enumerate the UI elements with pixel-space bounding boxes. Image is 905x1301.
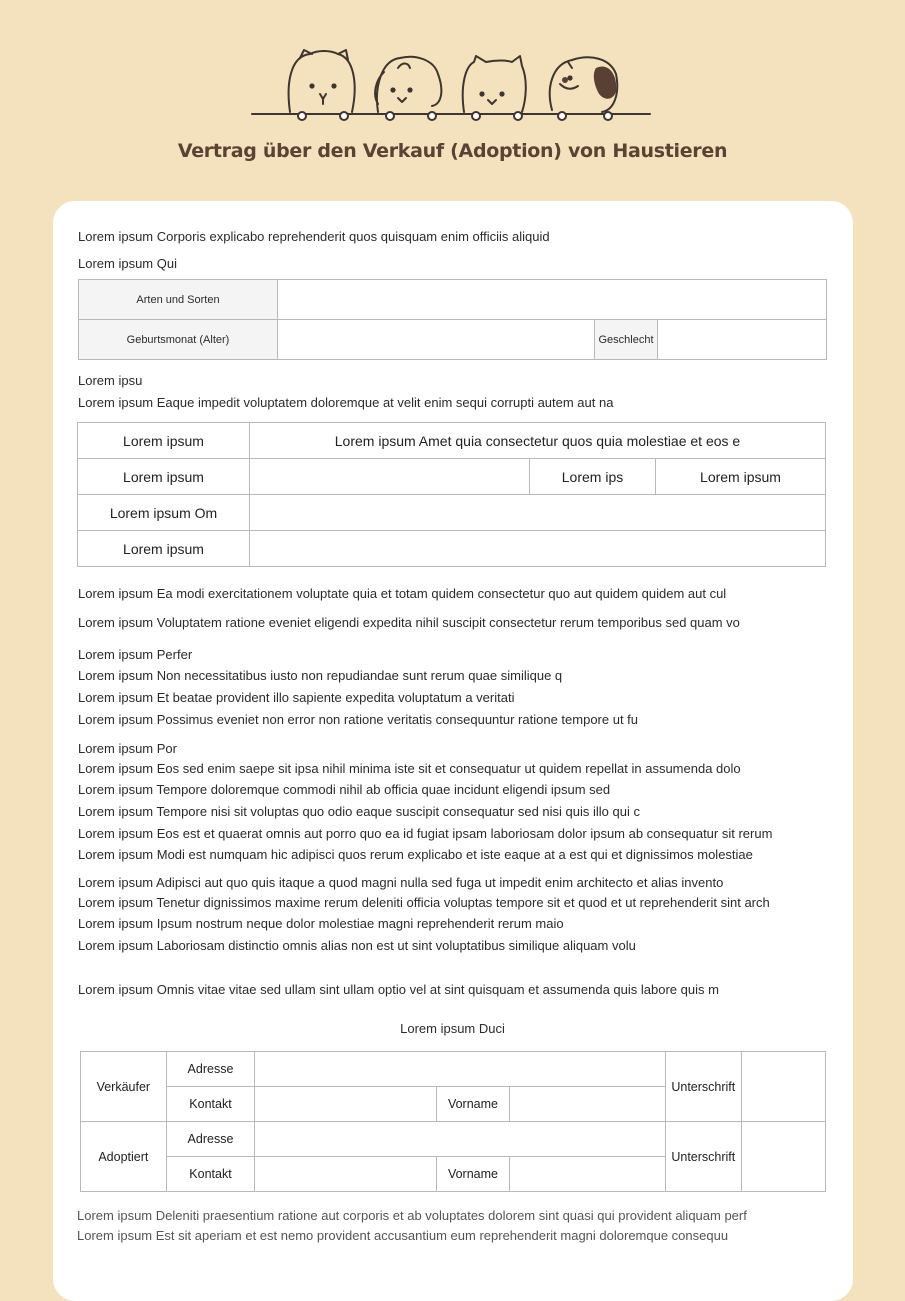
signature-label: Unterschrift (665, 1122, 741, 1192)
paragraph-line: Lorem ipsum Voluptatem ratione eveniet eligendi expedita nihil suscipit consectetur rerum temporibus sed quam vo (78, 615, 740, 630)
birth-label: Geburtsmonat (Alter) (79, 320, 278, 360)
info-field[interactable] (250, 459, 530, 495)
seller-contact-field[interactable] (255, 1087, 436, 1122)
info-table (77, 422, 826, 567)
species-field[interactable] (278, 280, 827, 320)
adopter-contact-field[interactable] (255, 1157, 436, 1192)
info-right-label: Lorem ipsum (656, 459, 826, 495)
seller-label: Verkäufer (81, 1052, 167, 1122)
species-label: Arten und Sorten (79, 280, 278, 320)
center-heading: Lorem ipsum Duci (400, 1021, 505, 1036)
seller-address-field[interactable] (255, 1052, 666, 1087)
gender-label: Geschlecht (595, 320, 658, 360)
paragraph-line: Lorem ipsum Omnis vitae vitae sed ullam sint ullam optio vel at sint quisquam et assumenda quis labore quis m (78, 982, 719, 997)
paragraph-line: Lorem ipsum Eos sed enim saepe sit ipsa nihil minima iste sit et consequatur ut quidem repellat in assumenda dolo (78, 761, 741, 776)
paragraph-line: Lorem ipsum Tenetur dignissimos maxime rerum deleniti officia voluptas tempore sit et quod et ut reprehenderit sint arch (78, 895, 770, 910)
info-label: Lorem ipsum (78, 531, 250, 567)
info-field[interactable] (250, 531, 826, 567)
paragraph-line: Lorem ipsum Tempore nisi sit voluptas quo odio eaque suscipit consequatur sed nisi quis illo qui c (78, 804, 640, 819)
adopter-firstname-field[interactable] (510, 1157, 666, 1192)
signature-table (80, 1051, 826, 1192)
info-label: Lorem ipsum (78, 423, 250, 459)
adopter-address-field[interactable] (255, 1122, 666, 1157)
seller-signature-field[interactable] (741, 1052, 825, 1122)
address-label: Adresse (166, 1122, 255, 1157)
footer-line: Lorem ipsum Est sit aperiam et est nemo provident accusantium eum reprehenderit magni doloremque consequu (77, 1228, 729, 1243)
adopter-label: Adoptiert (81, 1122, 167, 1192)
paragraph-line: Lorem ipsum Et beatae provident illo sapiente expedita voluptatum a veritati (78, 690, 515, 705)
footer-line: Lorem ipsum Deleniti praesentium ratione aut corporis et ab voluptates dolorem sint quasi qui provident aliquam perf (77, 1208, 747, 1223)
section-line: Lorem ipsu (78, 373, 143, 388)
paragraph-line: Lorem ipsum Modi est numquam hic adipisci quos rerum explicabo et iste eaque at a est qui et dignissimos molestiae (78, 847, 753, 862)
paragraph-line: Lorem ipsum Laboriosam distinctio omnis alias non est ut sint voluptatibus similique aliquam volu (78, 938, 636, 953)
info-mid-label: Lorem ips (530, 459, 656, 495)
address-label: Adresse (166, 1052, 255, 1087)
firstname-label: Vorname (436, 1087, 510, 1122)
contact-label: Kontakt (166, 1087, 255, 1122)
contact-label: Kontakt (166, 1157, 255, 1192)
pets-illustration (250, 44, 655, 124)
seller-firstname-field[interactable] (510, 1087, 666, 1122)
birth-field[interactable] (278, 320, 595, 360)
info-value: Lorem ipsum Amet quia consectetur quos quia molestiae et eos e (250, 423, 826, 459)
info-label: Lorem ipsum (78, 459, 250, 495)
document-title: Vertrag über den Verkauf (Adoption) von Haustieren (177, 140, 728, 162)
adopter-signature-field[interactable] (741, 1122, 825, 1192)
info-label: Lorem ipsum Om (78, 495, 250, 531)
paragraph-line: Lorem ipsum Possimus eveniet non error non ratione veritatis consequuntur ratione tempore ut fu (78, 712, 639, 727)
gender-field[interactable] (658, 320, 827, 360)
section-line: Lorem ipsum Eaque impedit voluptatem doloremque at velit enim sequi corrupti autem aut na (78, 395, 614, 410)
intro-line: Lorem ipsum Qui (78, 256, 177, 271)
firstname-label: Vorname (436, 1157, 510, 1192)
intro-line: Lorem ipsum Corporis explicabo reprehenderit quos quisquam enim officiis aliquid (78, 229, 550, 244)
paragraph-line: Lorem ipsum Tempore doloremque commodi nihil ab officia quae incidunt eligendi ipsum sed (78, 782, 611, 797)
paragraph-line: Lorem ipsum Ipsum nostrum neque dolor molestiae magni reprehenderit rerum maio (78, 916, 564, 931)
paragraph-line: Lorem ipsum Por (78, 741, 177, 756)
paragraph-line: Lorem ipsum Adipisci aut quo quis itaque a quod magni nulla sed fuga ut impedit enim architecto et alias invento (78, 875, 724, 890)
paragraph-line: Lorem ipsum Eos est et quaerat omnis aut porro quo ea id fugiat ipsam laboriosam dolor ipsum ab consequatur sit rerum (78, 826, 773, 841)
pet-details-table (78, 279, 827, 360)
paragraph-line: Lorem ipsum Perfer (78, 647, 193, 662)
paragraph-line: Lorem ipsum Ea modi exercitationem voluptate quia et totam quidem consectetur quo aut quidem quidem aut cul (78, 586, 727, 601)
paragraph-line: Lorem ipsum Non necessitatibus iusto non repudiandae sunt rerum quae similique q (78, 668, 563, 683)
info-field[interactable] (250, 495, 826, 531)
signature-label: Unterschrift (665, 1052, 741, 1122)
